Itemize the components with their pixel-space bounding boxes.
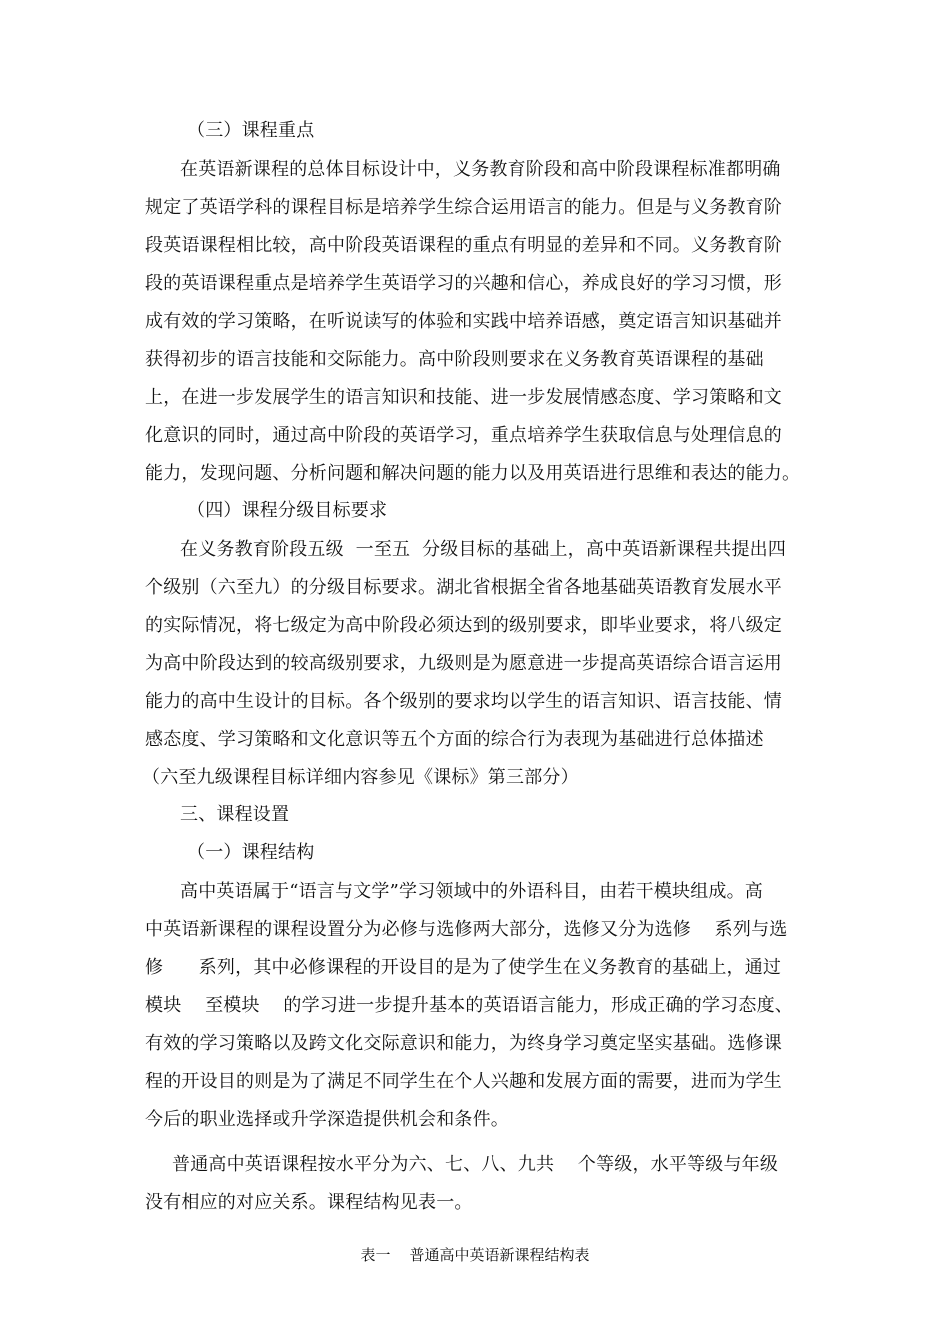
paragraph-line: （六至九级课程目标详细内容参见《课标》第三部分） bbox=[142, 767, 579, 788]
paragraph-line: 高中英语属于“语言与文学”学习领域中的外语科目，由若干模块组成。高 bbox=[180, 881, 764, 902]
paragraph-line: 中英语新课程的课程设置分为必修与选修两大部分，选修又分为选修 系列与选 bbox=[145, 919, 788, 940]
paragraph-line: 能力的高中生设计的目标。各个级别的要求均以学生的语言知识、语言技能、情 bbox=[145, 691, 782, 712]
paragraph-line: 规定了英语学科的课程目标是培养学生综合运用语言的能力。但是与义务教育阶 bbox=[145, 197, 782, 218]
part-heading-course-setup: 三、课程设置 bbox=[180, 804, 290, 825]
paragraph-line: 获得初步的语言技能和交际能力。高中阶段则要求在义务教育英语课程的基础 bbox=[145, 349, 764, 370]
subsection-heading-course-structure: （一）课程结构 bbox=[187, 842, 315, 863]
paragraph-line: 今后的职业选择或升学深造提供机会和条件。 bbox=[145, 1109, 509, 1130]
paragraph-line: 段的英语课程重点是培养学生英语学习的兴趣和信心，养成良好的学习习惯，形 bbox=[145, 273, 782, 294]
paragraph-line: 化意识的同时，通过高中阶段的英语学习，重点培养学生获取信息与处理信息的 bbox=[145, 425, 782, 446]
paragraph-line: 成有效的学习策略，在听说读写的体验和实践中培养语感，奠定语言知识基础并 bbox=[145, 311, 782, 332]
paragraph-line: 有效的学习策略以及跨文化交际意识和能力，为终身学习奠定坚实基础。选修课 bbox=[145, 1033, 782, 1054]
table-caption: 表一 普通高中英语新课程结构表 bbox=[360, 1246, 590, 1264]
paragraph-line: 段英语课程相比较，高中阶段英语课程的重点有明显的差异和不同。义务教育阶 bbox=[145, 235, 782, 256]
paragraph-line: 程的开设目的则是为了满足不同学生在个人兴趣和发展方面的需要，进而为学生 bbox=[145, 1071, 782, 1092]
paragraph-line: 在英语新课程的总体目标设计中，义务教育阶段和高中阶段课程标准都明确 bbox=[180, 159, 781, 180]
paragraph-line: 为高中阶段达到的较高级别要求，九级则是为愿意进一步提高英语综合语言运用 bbox=[145, 653, 782, 674]
section-heading-level-goals: （四）课程分级目标要求 bbox=[187, 500, 388, 521]
paragraph-line: 个级别（六至九）的分级目标要求。湖北省根据全省各地基础英语教育发展水平 bbox=[145, 577, 782, 598]
paragraph-line: 在义务教育阶段五级 一至五 分级目标的基础上，高中英语新课程共提出四 bbox=[180, 539, 787, 560]
paragraph-line: 模块 至模块 的学习进一步提升基本的英语语言能力，形成正确的学习态度、 bbox=[145, 995, 793, 1016]
paragraph-line: 普通高中英语课程按水平分为六、七、八、九共 个等级，水平等级与年级 bbox=[172, 1154, 779, 1175]
section-heading-course-focus: （三）课程重点 bbox=[187, 120, 315, 141]
paragraph-line: 能力，发现问题、分析问题和解决问题的能力以及用英语进行思维和表达的能力。 bbox=[145, 463, 801, 484]
paragraph-line: 上，在进一步发展学生的语言知识和技能、进一步发展情感态度、学习策略和文 bbox=[145, 387, 782, 408]
paragraph-line: 没有相应的对应关系。课程结构见表一。 bbox=[145, 1192, 473, 1213]
paragraph-line: 的实际情况，将七级定为高中阶段必须达到的级别要求，即毕业要求，将八级定 bbox=[145, 615, 782, 636]
paragraph-line: 感态度、学习策略和文化意识等五个方面的综合行为表现为基础进行总体描述 bbox=[145, 729, 764, 750]
paragraph-line: 修 系列，其中必修课程的开设目的是为了使学生在义务教育的基础上，通过 bbox=[145, 957, 782, 978]
